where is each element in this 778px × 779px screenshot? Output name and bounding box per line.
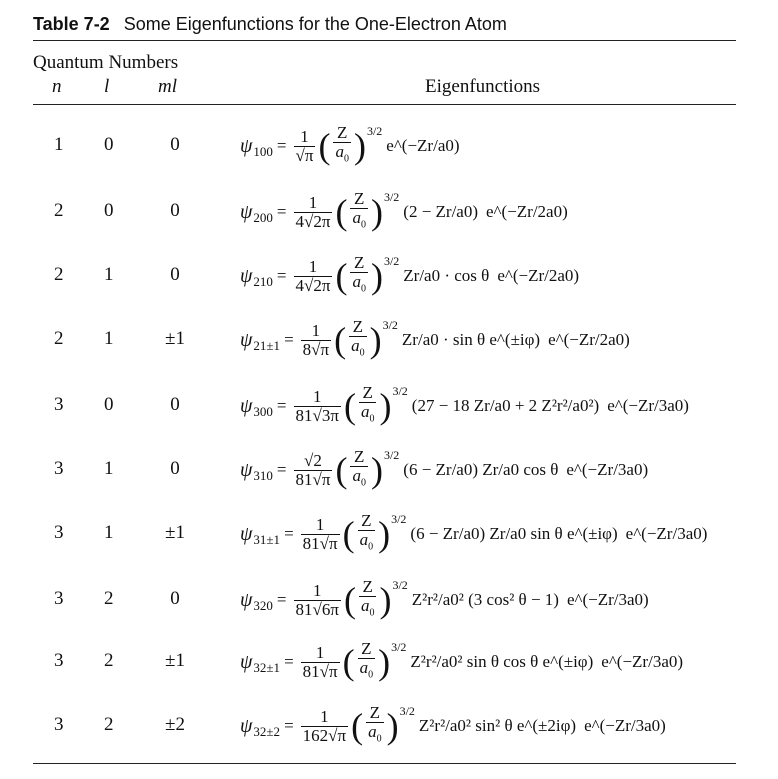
cell-ml: 0 [170,588,180,609]
formula-factor: Zr/a0 · sin θ e^(±iφ) [401,330,541,349]
cell-n: 3 [54,394,64,415]
cell-ml: 0 [170,134,180,155]
psi-subscript: 300 [253,404,273,419]
table-row [0,252,778,312]
col-ml-header: ml [158,76,177,97]
z-over-a0-factor: ( $\frac{Z}{a_0}$ ) 3/2 [334,318,398,362]
cell-l: 1 [104,264,114,285]
eigenfunction-formula [240,382,689,430]
col-n-header: n [52,76,62,97]
psi-symbol: ψ [240,328,253,351]
eigenfunction-formula [240,702,666,750]
coefficient-fraction [294,388,341,425]
cell-ml: ±1 [165,328,185,349]
cell-ml: 0 [170,394,180,415]
z-over-a0-factor: ( $\frac{Z}{a_0}$ ) 3/2 [344,578,408,622]
psi-symbol: ψ [240,200,253,223]
psi-symbol: ψ [240,394,253,417]
psi-symbol: ψ [240,264,253,287]
coefficient-denominator: 8√π [302,339,330,359]
cell-n: 1 [54,134,64,155]
table-row [0,122,778,182]
equals-sign: = [284,524,294,543]
equals-sign: = [284,330,294,349]
psi-subscript: 32±1 [253,660,281,675]
formula-factor: Zr/a0 · cos θ [403,266,490,285]
psi-subscript: 32±2 [253,724,281,739]
coefficient-denominator: √π [295,145,314,165]
eigenfunction-formula [240,122,460,170]
coefficient-numerator: 1 [300,126,309,146]
psi-subscript: 320 [253,598,273,613]
equals-sign: = [276,202,287,221]
table-row [0,702,778,762]
psi-symbol: ψ [240,588,253,611]
z-over-a0-factor: ( $\frac{Z}{a_0}$ ) 3/2 [335,190,399,234]
eigenfunction-formula [240,446,648,494]
psi-symbol: ψ [240,650,253,673]
coefficient-fraction [301,322,331,359]
z-over-a0-factor: ( $\frac{Z}{a_0}$ ) 3/2 [343,640,407,684]
z-over-a0-factor: ( $\frac{Z}{a_0}$ ) 3/2 [335,448,399,492]
cell-n: 2 [54,264,64,285]
psi-symbol: ψ [240,714,253,737]
table-row [0,510,778,570]
cell-ml: ±1 [165,650,185,671]
cell-ml: 0 [170,458,180,479]
coefficient-fraction [294,452,333,489]
cell-l: 0 [104,200,114,221]
coefficient-fraction [301,708,348,745]
equals-sign: = [276,590,287,609]
coefficient-fraction [301,516,340,553]
equals-sign: = [276,266,287,285]
psi-symbol: ψ [240,134,253,157]
psi-subscript: 310 [253,468,273,483]
exponential-term: e^(−Zr/3a0) [625,524,708,543]
formula-factor: (6 − Zr/a0) Zr/a0 sin θ e^(±iφ) [410,524,618,543]
formula-factor: Z²r²/a0² sin² θ e^(±2iφ) [418,716,577,735]
coefficient-fraction [301,644,340,681]
cell-n: 3 [54,650,64,671]
exponential-term: e^(−Zr/3a0) [607,396,689,415]
quantum-numbers-header: Quantum Numbers [33,52,179,73]
exponential-term: e^(−Zr/3a0) [566,460,649,479]
eigenfunction-formula [240,510,707,558]
equals-sign: = [276,136,287,155]
cell-l: 1 [104,458,114,479]
coefficient-numerator: 1 [312,580,322,600]
z-over-a0-factor: ( $\frac{Z}{a_0}$ ) 3/2 [351,704,415,748]
exponential-term: e^(−Zr/2a0) [486,202,568,221]
psi-subscript: 100 [253,144,273,159]
coefficient-denominator: 81√π [302,661,338,681]
coefficient-denominator: 4√2π [295,211,331,231]
cell-l: 2 [104,714,114,735]
exponential-term: e^(−Zr/3a0) [601,652,684,671]
eigenfunction-formula [240,252,579,300]
cell-l: 0 [104,134,114,155]
coefficient-fraction [294,258,333,295]
cell-n: 2 [54,200,64,221]
eigenfunction-formula [240,576,649,624]
col-eigenfunctions-header: Eigenfunctions [425,76,541,97]
header-rule [33,104,736,105]
cell-n: 2 [54,328,64,349]
equals-sign: = [284,716,294,735]
cell-l: 2 [104,588,114,609]
psi-subscript: 31±1 [253,532,281,547]
formula-factor: Z²r²/a0² (3 cos² θ − 1) [411,590,559,609]
coefficient-numerator: 1 [308,256,318,276]
coefficient-denominator: 4√2π [295,275,331,295]
cell-ml: 0 [170,200,180,221]
psi-subscript: 200 [253,210,273,225]
coefficient-numerator: √2 [304,450,322,470]
coefficient-numerator: 1 [320,706,329,726]
cell-ml: 0 [170,264,180,285]
exponential-term: e^(−Zr/2a0) [497,266,580,285]
cell-n: 3 [54,588,64,609]
z-over-a0-factor: ( $\frac{Z}{a_0}$ ) 3/2 [335,254,399,298]
coefficient-numerator: 1 [315,642,325,662]
coefficient-numerator: 1 [311,320,321,340]
z-over-a0-factor: ( $\frac{Z}{a_0}$ ) 3/2 [344,384,408,428]
coefficient-fraction [294,128,316,165]
table-row [0,382,778,442]
equals-sign: = [284,652,294,671]
psi-symbol: ψ [240,458,253,481]
col-l-header: l [104,76,110,97]
table-label: Table 7-2 [33,14,110,34]
coefficient-fraction [294,194,333,231]
table-row [0,638,778,698]
exponential-term: e^(−Zr/2a0) [548,330,630,349]
cell-n: 3 [54,522,64,543]
coefficient-denominator: 81√π [295,469,331,489]
table-row [0,446,778,506]
table-row [0,188,778,248]
coefficient-denominator: 81√3π [295,405,339,425]
table-row [0,316,778,376]
cell-n: 3 [54,714,64,735]
bottom-rule [33,763,736,764]
cell-l: 0 [104,394,114,415]
coefficient-fraction [294,582,341,619]
coefficient-numerator: 1 [315,514,325,534]
formula-factor: (27 − 18 Zr/a0 + 2 Z²r²/a0²) [411,396,600,415]
formula-factor: Z²r²/a0² sin θ cos θ e^(±iφ) [410,652,594,671]
exponential-term: e^(−Zr/3a0) [584,716,666,735]
psi-symbol: ψ [240,522,253,545]
equals-sign: = [276,460,287,479]
cell-l: 1 [104,522,114,543]
exponential-term: e^(−Zr/a0) [386,136,460,155]
coefficient-numerator: 1 [312,386,322,406]
formula-factor: (2 − Zr/a0) [403,202,479,221]
eigenfunction-formula [240,638,683,686]
eigenfunction-formula [240,316,630,364]
z-over-a0-factor: ( $\frac{Z}{a_0}$ ) 3/2 [318,124,382,168]
equals-sign: = [276,396,287,415]
coefficient-numerator: 1 [308,192,318,212]
cell-ml: ±1 [165,522,185,543]
exponential-term: e^(−Zr/3a0) [566,590,649,609]
cell-l: 2 [104,650,114,671]
cell-ml: ±2 [165,714,185,735]
coefficient-denominator: 81√6π [295,599,339,619]
top-rule [33,40,736,41]
psi-subscript: 210 [253,274,273,289]
eigenfunction-formula [240,188,568,236]
cell-l: 1 [104,328,114,349]
table-caption: Some Eigenfunctions for the One-Electron Atom [123,14,507,34]
psi-subscript: 21±1 [253,338,281,353]
formula-factor: (6 − Zr/a0) Zr/a0 cos θ [403,460,559,479]
coefficient-denominator: 81√π [302,533,338,553]
z-over-a0-factor: ( $\frac{Z}{a_0}$ ) 3/2 [343,512,407,556]
coefficient-denominator: 162√π [302,725,347,745]
cell-n: 3 [54,458,64,479]
table-row [0,576,778,636]
table-title [33,14,507,35]
